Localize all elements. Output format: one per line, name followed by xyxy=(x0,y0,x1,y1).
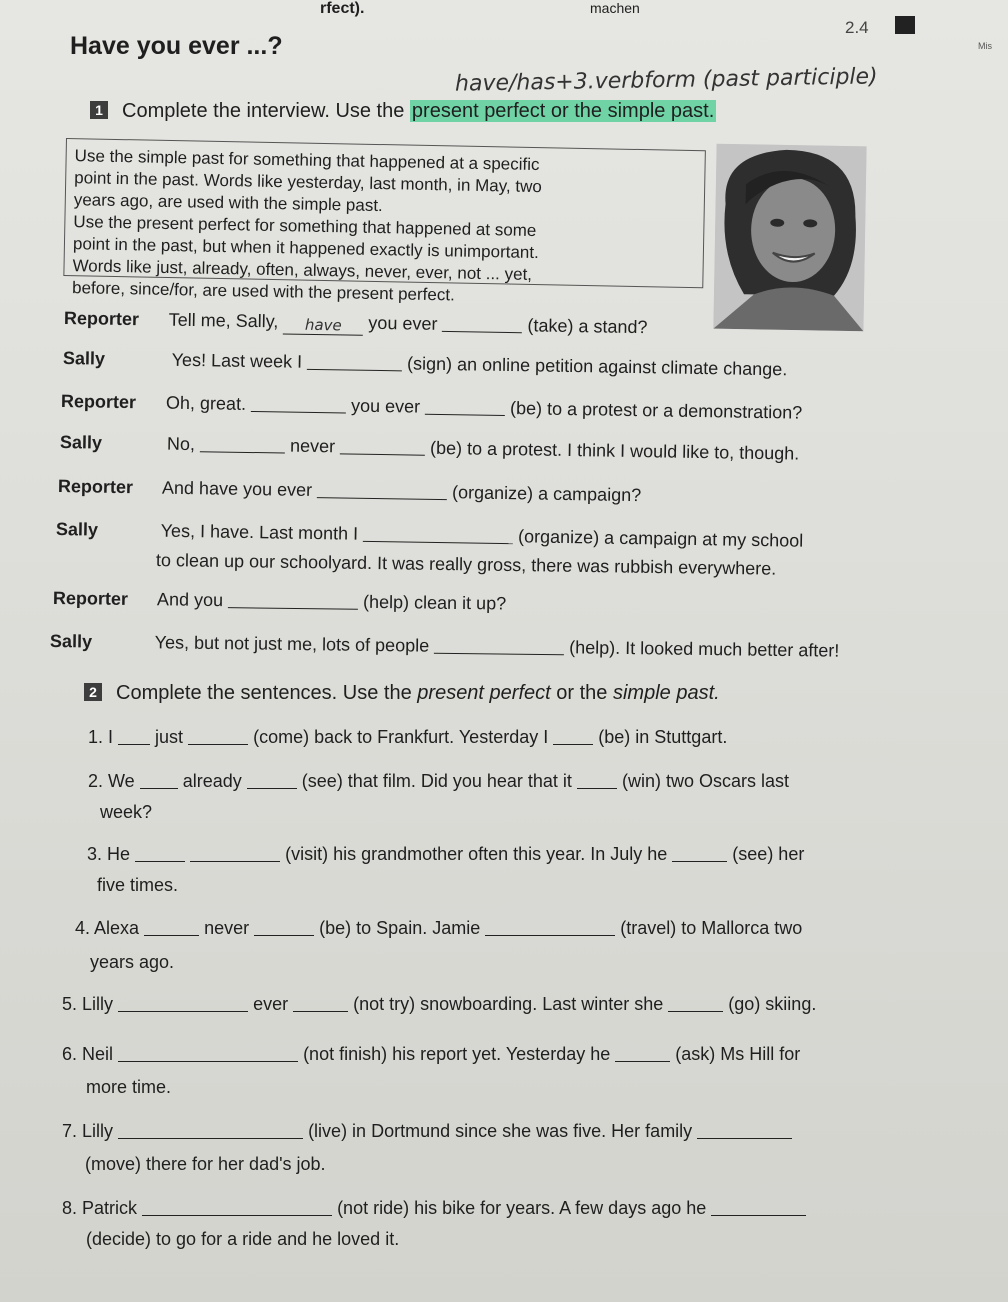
answer-blank[interactable] xyxy=(118,1043,298,1062)
answer-blank[interactable] xyxy=(425,396,505,416)
sentence-text: 4. Alexa xyxy=(75,918,140,938)
speaker-reporter: Reporter xyxy=(63,308,140,330)
sentence-text: (come) back to Frankfurt. Yesterday I xyxy=(253,727,549,747)
info-line-3: years ago, are used with the simple past. xyxy=(73,190,383,216)
sentence-text: 3. He xyxy=(87,844,131,864)
answer-blank[interactable] xyxy=(363,523,513,544)
sentence-text: (travel) to Mallorca two xyxy=(620,918,803,938)
exercise-1-instruction-text: Complete the interview. Use the xyxy=(122,100,410,122)
sentence-text: ever xyxy=(253,994,289,1014)
dialogue-text: Yes, I have. Last month I xyxy=(160,520,359,544)
sentence-2-continued: week? xyxy=(100,802,153,822)
speaker-reporter: Reporter xyxy=(60,391,137,413)
dialogue-row-3 xyxy=(61,390,803,424)
sentence-text: (be) in Stuttgart. xyxy=(598,727,728,747)
dialogue-text: Oh, great. xyxy=(165,392,247,414)
dialogue-text: Yes! Last week I xyxy=(171,349,303,372)
sentence-text: never xyxy=(204,918,250,938)
dialogue-row-6-continued xyxy=(156,550,777,580)
answer-blank[interactable] xyxy=(118,993,248,1012)
page-number: 2.4 xyxy=(845,18,869,37)
woman-portrait-icon xyxy=(713,144,866,332)
dialogue-text: (be) to a protest or a demonstration? xyxy=(509,398,803,423)
answer-blank[interactable] xyxy=(485,917,615,936)
speaker-sally: Sally xyxy=(59,432,103,453)
sentence-text: already xyxy=(182,771,242,791)
sentence-1 xyxy=(88,726,727,748)
info-line-6: Words like just, already, often, always, never, ever, not ... yet, xyxy=(72,256,533,284)
sentence-4-continued: years ago. xyxy=(90,952,175,972)
top-cut-text-2: machen xyxy=(590,0,640,16)
sentence-text: (not ride) his bike for years. A few days ago he xyxy=(337,1198,707,1218)
dialogue-text: (be) to a protest. I think I would like to, though. xyxy=(429,437,800,464)
dialogue-text: to clean up our schoolyard. It was really gross, there was rubbish everywhere. xyxy=(155,550,777,579)
dialogue-row-5 xyxy=(58,475,642,506)
highlighted-text: present perfect or the simple past. xyxy=(411,100,715,122)
dialogue-text: No, xyxy=(166,433,196,455)
answer-blank[interactable] xyxy=(697,1120,792,1139)
page-marker-icon xyxy=(895,16,915,34)
sentence-text: 6. Neil xyxy=(62,1044,114,1064)
dialogue-row-7 xyxy=(53,587,506,615)
sentence-7 xyxy=(62,1120,792,1142)
page-title: Have you ever ...? xyxy=(70,32,283,60)
speaker-sally: Sally xyxy=(62,348,106,369)
sentence-6 xyxy=(62,1043,800,1065)
dialogue-text: Yes, but not just me, lots of people xyxy=(154,632,430,656)
info-line-4: Use the present perfect for something that happened at some xyxy=(73,212,537,241)
dialogue-row-4 xyxy=(60,431,800,465)
speaker-sally: Sally xyxy=(49,631,93,652)
answer-blank[interactable] xyxy=(553,726,593,745)
dialogue-text: (organize) a campaign at my school xyxy=(517,526,804,551)
dialogue-text: And you xyxy=(156,589,224,611)
sentence-text: (see) that film. Did you hear that it xyxy=(301,771,572,791)
sentence-8 xyxy=(62,1197,806,1219)
instruction-italic: simple past. xyxy=(612,682,720,704)
dialogue-text: you ever xyxy=(368,312,438,334)
answer-blank[interactable] xyxy=(577,770,617,789)
answer-blank[interactable] xyxy=(228,589,358,610)
handwritten-note: have/has+3.verbform (past participle) xyxy=(454,64,878,97)
info-line-2: point in the past. Words like yesterday, last month, in May, two xyxy=(74,168,543,197)
answer-blank[interactable] xyxy=(668,993,723,1012)
answer-blank[interactable] xyxy=(200,433,285,453)
sentence-text: 2. We xyxy=(88,771,135,791)
sentence-text: (win) two Oscars last xyxy=(621,771,789,791)
sentence-3-continued: five times. xyxy=(97,875,179,895)
answer-blank[interactable] xyxy=(434,635,564,656)
answer-blank[interactable] xyxy=(317,479,447,500)
margin-note: Mis xyxy=(978,41,992,51)
top-cut-text: rfect). xyxy=(320,0,365,17)
answer-blank[interactable] xyxy=(135,843,185,862)
dialogue-text: never xyxy=(289,435,336,457)
sentence-text: (not try) snowboarding. Last winter she xyxy=(353,994,664,1014)
answer-blank[interactable] xyxy=(140,770,178,789)
answer-blank[interactable] xyxy=(442,313,522,333)
grammar-info-box xyxy=(63,138,706,305)
exercise-2-number: 2 xyxy=(84,683,102,701)
dialogue-text: (organize) a campaign? xyxy=(451,482,642,506)
answer-blank[interactable] xyxy=(672,843,727,862)
answer-blank[interactable] xyxy=(118,726,150,745)
sentence-8-continued: (decide) to go for a ride and he loved it. xyxy=(86,1229,400,1249)
answer-blank[interactable] xyxy=(144,917,199,936)
answer-blank[interactable] xyxy=(711,1197,806,1216)
dialogue-row-2 xyxy=(63,347,788,380)
sentence-text: 8. Patrick xyxy=(62,1198,138,1218)
info-line-5: point in the past, but when it happened exactly is unimportant. xyxy=(72,234,539,263)
dialogue-text: And have you ever xyxy=(161,477,313,500)
speaker-sally: Sally xyxy=(55,519,99,540)
sentence-text: 7. Lilly xyxy=(62,1121,114,1141)
sentence-text: (go) skiing. xyxy=(728,994,817,1014)
sentence-3 xyxy=(87,843,804,865)
sentence-text: (not finish) his report yet. Yesterday he xyxy=(303,1044,611,1064)
answer-blank[interactable] xyxy=(340,435,425,455)
dialogue-row-8 xyxy=(50,630,840,662)
answer-blank[interactable] xyxy=(615,1043,670,1062)
answer-blank[interactable] xyxy=(307,351,402,371)
sentence-text: 1. I xyxy=(88,727,114,747)
answer-blank[interactable] xyxy=(188,726,248,745)
dialogue-text: you ever xyxy=(350,395,421,417)
exercise-2-instruction xyxy=(84,682,720,705)
sentence-text: (live) in Dortmund since she was five. Her family xyxy=(308,1121,693,1141)
answer-blank[interactable] xyxy=(254,917,314,936)
dialogue-text: Tell me, Sally, xyxy=(168,309,279,332)
info-line-7: before, since/for, are used with the present perfect. xyxy=(71,278,455,305)
dialogue-row-1 xyxy=(64,307,648,340)
answer-blank-filled[interactable]: have xyxy=(283,315,363,335)
dialogue-row-6 xyxy=(56,518,804,552)
dialogue-text: (help) clean it up? xyxy=(362,591,507,614)
sentence-text: (visit) his grandmother often this year. In July he xyxy=(285,844,668,864)
exercise-1-number: 1 xyxy=(90,101,108,119)
dialogue-text: (sign) an online petition against climate change. xyxy=(406,353,788,380)
answer-blank[interactable] xyxy=(293,993,348,1012)
sentence-5 xyxy=(62,993,816,1015)
exercise-1-instruction xyxy=(90,100,716,123)
instruction-text: Complete the sentences. Use the xyxy=(116,682,418,704)
sentence-2 xyxy=(88,770,789,792)
sentence-text: 5. Lilly xyxy=(62,994,114,1014)
instruction-italic: present perfect xyxy=(417,682,551,704)
sentence-7-continued: (move) there for her dad's job. xyxy=(85,1154,326,1174)
answer-blank[interactable] xyxy=(247,770,297,789)
speaker-reporter: Reporter xyxy=(52,588,129,609)
sentence-6-continued: more time. xyxy=(86,1077,172,1097)
dialogue-text: (take) a stand? xyxy=(527,315,648,338)
dialogue-text: (help). It looked much better after! xyxy=(569,637,840,661)
answer-blank[interactable] xyxy=(142,1197,332,1216)
sentence-text: (be) to Spain. Jamie xyxy=(319,918,481,938)
answer-blank[interactable] xyxy=(251,393,346,413)
sentence-4 xyxy=(75,917,802,939)
portrait-photo xyxy=(713,144,866,332)
instruction-text: or the xyxy=(550,682,613,704)
info-line-1: Use the simple past for something that happened at a specific xyxy=(74,146,540,175)
sentence-text: just xyxy=(155,727,184,747)
speaker-reporter: Reporter xyxy=(57,476,134,498)
sentence-text: (ask) Ms Hill for xyxy=(675,1044,801,1064)
sentence-text: (see) her xyxy=(732,844,805,864)
answer-blank[interactable] xyxy=(118,1120,303,1139)
answer-blank[interactable] xyxy=(190,843,280,862)
